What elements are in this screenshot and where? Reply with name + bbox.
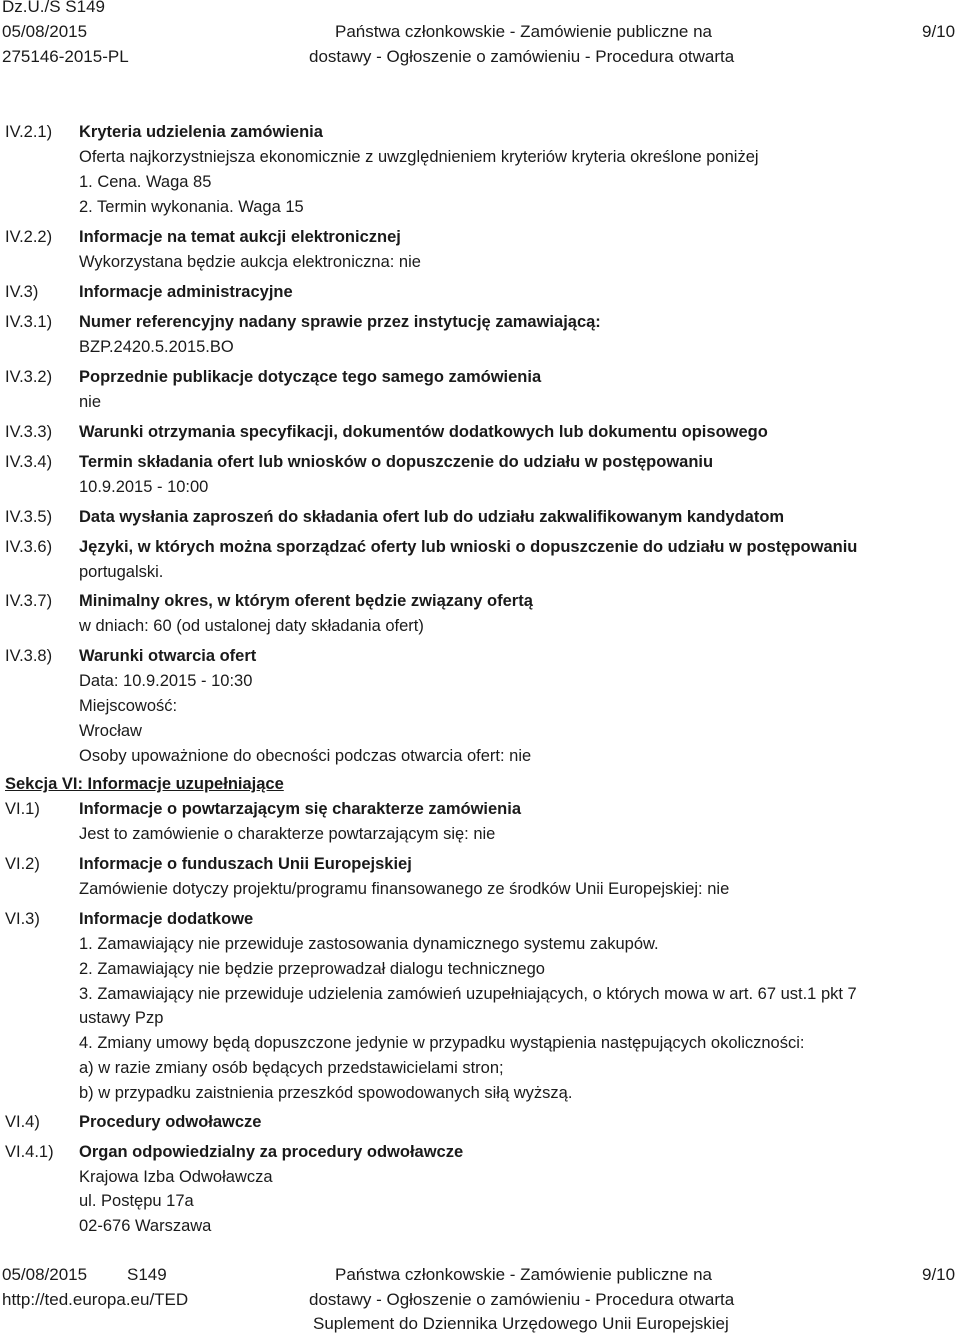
section-heading: Organ odpowiedzialny za procedury odwoławcze xyxy=(79,1143,464,1161)
section-heading: Termin składania ofert lub wniosków o dopuszczenie do udziału w postępowaniu xyxy=(79,453,714,471)
section-heading: Języki, w których można sporządzać oferty lub wnioski o dopuszczenie do udziału w postępowaniu xyxy=(79,538,858,556)
section-number: IV.3.6) xyxy=(5,538,53,556)
header-page: 9/10 xyxy=(922,22,956,41)
section-heading: Informacje na temat aukcji elektronicznej xyxy=(79,228,401,246)
section-line: 1. Cena. Waga 85 xyxy=(79,173,212,191)
section-line: 2. Termin wykonania. Waga 15 xyxy=(79,198,304,216)
section-heading: Warunki otwarcia ofert xyxy=(79,647,257,665)
section-number: IV.3.8) xyxy=(5,647,53,665)
section-line: a) w razie zmiany osób będących przedstawicielami stron; xyxy=(79,1059,504,1077)
section-heading: Poprzednie publikacje dotyczące tego samego zamówienia xyxy=(79,368,542,386)
section-line: ustawy Pzp xyxy=(79,1009,164,1027)
section-line: ul. Postępu 17a xyxy=(79,1192,194,1210)
section-number: VI.2) xyxy=(5,855,40,873)
section-line: Oferta najkorzystniejsza ekonomicznie z uwzględnieniem kryteriów kryteria określone poniżej xyxy=(79,148,759,166)
footer-date: 05/08/2015 xyxy=(2,1265,88,1284)
section-line: nie xyxy=(79,393,102,411)
section-heading: Procedury odwoławcze xyxy=(79,1113,262,1131)
section-number: IV.3.1) xyxy=(5,313,53,331)
section-line: Krajowa Izba Odwoławcza xyxy=(79,1168,273,1186)
section-line: Jest to zamówienie o charakterze powtarzającym się: nie xyxy=(79,825,496,843)
footer-page: 9/10 xyxy=(922,1265,956,1284)
footer-title-line1: Państwa członkowskie - Zamówienie publiczne na xyxy=(335,1265,713,1284)
header-journal: Dz.U./S S149 xyxy=(2,0,105,16)
section-heading: Informacje o powtarzającym się charakterze zamówienia xyxy=(79,800,522,818)
footer-title-line3: Suplement do Dziennika Urzędowego Unii Europejskiej xyxy=(313,1314,729,1333)
section-line: 4. Zmiany umowy będą dopuszczone jedynie w przypadku wystąpienia następujących okoliczności: xyxy=(79,1034,805,1052)
section-number: VI.4.1) xyxy=(5,1143,54,1161)
section-heading: Informacje o funduszach Unii Europejskiej xyxy=(79,855,412,873)
section-line: BZP.2420.5.2015.BO xyxy=(79,338,234,356)
section-line: Osoby upoważnione do obecności podczas otwarcia ofert: nie xyxy=(79,747,532,765)
section-number: IV.3.3) xyxy=(5,423,53,441)
section-line: 1. Zamawiający nie przewiduje zastosowania dynamicznego systemu zakupów. xyxy=(79,935,659,953)
section-heading: Warunki otrzymania specyfikacji, dokumentów dodatkowych lub dokumentu opisowego xyxy=(79,423,768,441)
section-line: 3. Zamawiający nie przewiduje udzielenia zamówień uzupełniających, o których mowa w art. 67 ust.1 pkt 7 xyxy=(79,985,857,1003)
section-number: IV.2.1) xyxy=(5,123,53,141)
header-title-line1: Państwa członkowskie - Zamówienie publiczne na xyxy=(335,22,713,41)
section-number: IV.2.2) xyxy=(5,228,53,246)
footer-issue: S149 xyxy=(127,1265,167,1284)
section-line: portugalski. xyxy=(79,563,164,581)
section-number: VI.3) xyxy=(5,910,40,928)
section-number: IV.3.5) xyxy=(5,508,53,526)
footer-title-line2: dostawy - Ogłoszenie o zamówieniu - Procedura otwarta xyxy=(309,1290,735,1309)
section-heading: Minimalny okres, w którym oferent będzie związany ofertą xyxy=(79,592,533,610)
section-line: w dniach: 60 (od ustalonej daty składania ofert) xyxy=(79,617,424,635)
section-heading: Data wysłania zaproszeń do składania ofert lub do udziału zakwalifikowanym kandydatom xyxy=(79,508,785,526)
section-heading: Informacje dodatkowe xyxy=(79,910,254,928)
section-number: IV.3.7) xyxy=(5,592,53,610)
section-number: IV.3.2) xyxy=(5,368,53,386)
footer-url[interactable]: http://ted.europa.eu/TED xyxy=(2,1290,189,1309)
header-title-line2: dostawy - Ogłoszenie o zamówieniu - Procedura otwarta xyxy=(309,47,735,66)
section-line: Miejscowość: xyxy=(79,697,178,715)
section-line: 10.9.2015 - 10:00 xyxy=(79,478,209,496)
section-heading: Numer referencyjny nadany sprawie przez instytucję zamawiającą: xyxy=(79,313,601,331)
section-line: Wykorzystana będzie aukcja elektroniczna: nie xyxy=(79,253,421,271)
section-number: VI.1) xyxy=(5,800,40,818)
section-number: IV.3) xyxy=(5,283,39,301)
section-heading: Kryteria udzielenia zamówienia xyxy=(79,123,323,141)
section-line: Zamówienie dotyczy projektu/programu finansowanego ze środków Unii Europejskiej: nie xyxy=(79,880,730,898)
section-number: VI.4) xyxy=(5,1113,40,1131)
section-heading: Informacje administracyjne xyxy=(79,283,293,301)
section-title: Sekcja VI: Informacje uzupełniające xyxy=(5,775,284,793)
header-notice-id: 275146-2015-PL xyxy=(2,47,129,66)
section-line: 2. Zamawiający nie będzie przeprowadzał dialogu technicznego xyxy=(79,960,545,978)
section-number: IV.3.4) xyxy=(5,453,53,471)
section-line: b) w przypadku zaistnienia przeszkód spowodowanych siłą wyższą. xyxy=(79,1084,573,1102)
section-line: 02-676 Warszawa xyxy=(79,1217,212,1235)
header-date: 05/08/2015 xyxy=(2,22,88,41)
section-line: Wrocław xyxy=(79,722,142,740)
section-line: Data: 10.9.2015 - 10:30 xyxy=(79,672,253,690)
